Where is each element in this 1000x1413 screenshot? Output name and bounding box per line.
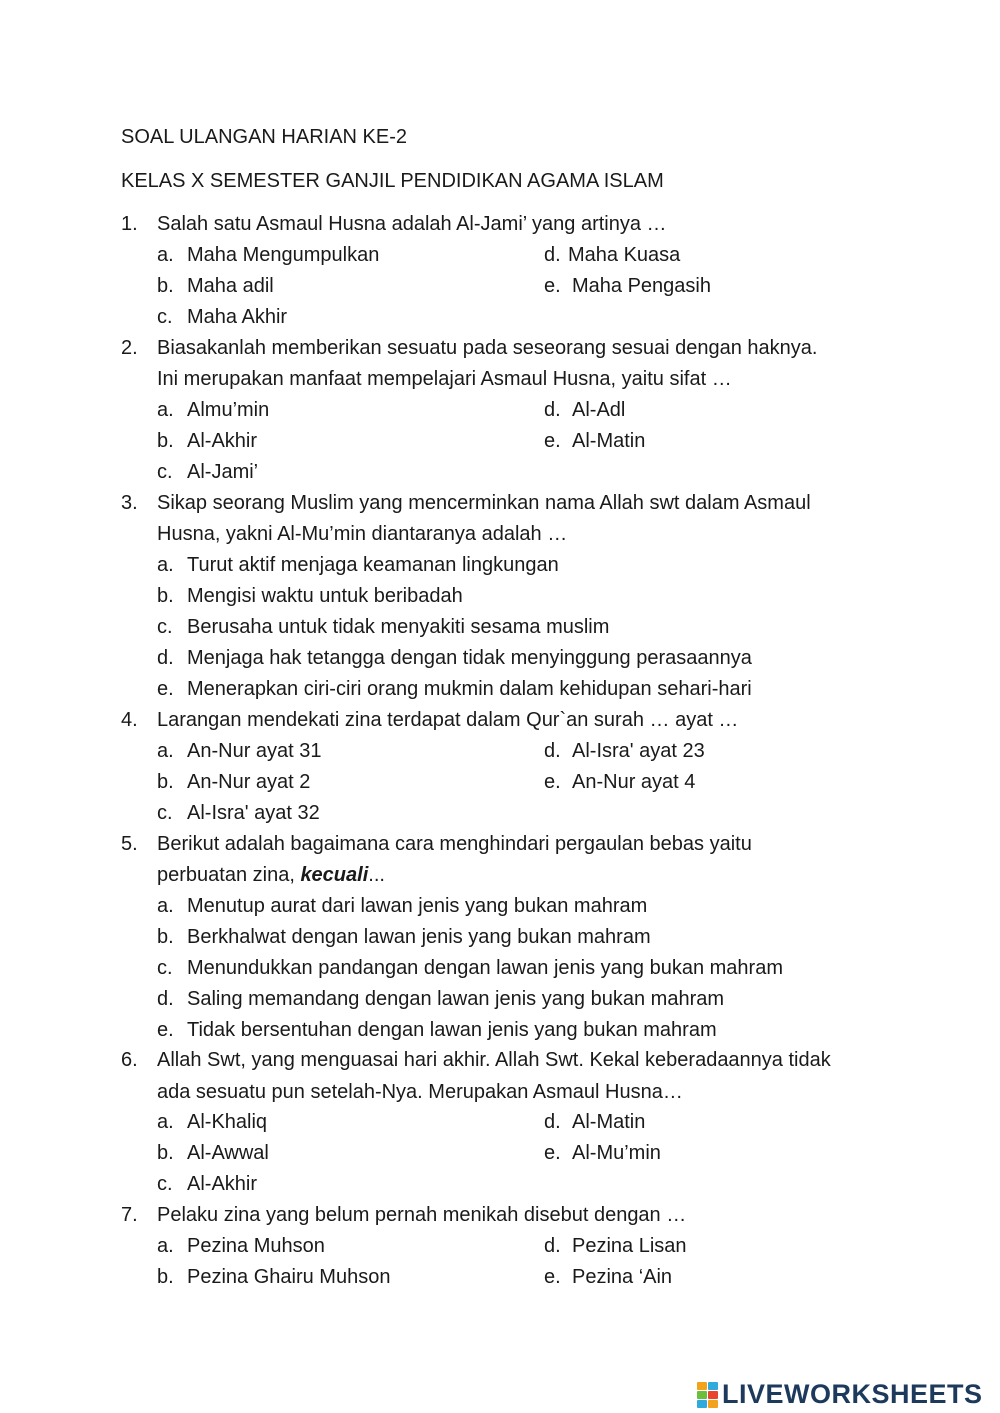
option-letter: d. [544, 740, 561, 762]
option-letter: c. [157, 616, 173, 638]
option-letter: d. [544, 1111, 561, 1133]
option-text: Al-Awwal [187, 1142, 269, 1164]
option-letter: d. [544, 1235, 561, 1257]
question-number: 1. [121, 213, 138, 235]
liveworksheets-logo-text: LIVEWORKSHEETS [722, 1379, 983, 1409]
option-text: An-Nur ayat 4 [572, 771, 696, 793]
option-text: Menerapkan ciri-ciri orang mukmin dalam kehidupan sehari-hari [187, 678, 752, 700]
option-letter: b. [157, 771, 174, 793]
option-letter: e. [157, 678, 174, 700]
option-letter: c. [157, 1173, 173, 1195]
question-text: Sikap seorang Muslim yang mencerminkan nama Allah swt dalam Asmaul [157, 492, 811, 514]
option-letter: c. [157, 461, 173, 483]
option-letter: a. [157, 244, 174, 266]
option-letter: b. [157, 275, 174, 297]
option-text: Saling memandang dengan lawan jenis yang bukan mahram [187, 988, 725, 1010]
option-letter: e. [544, 1266, 561, 1288]
option-letter: d. [544, 399, 561, 421]
option-letter: e. [544, 430, 561, 452]
option-text: Maha Pengasih [572, 275, 711, 297]
emphasis-word: kecuali [300, 864, 369, 886]
question-text: Biasakanlah memberikan sesuatu pada seseorang sesuai dengan haknya. [157, 337, 818, 359]
option-letter: e. [157, 1019, 174, 1041]
option-text: Maha Mengumpulkan [187, 244, 380, 266]
option-letter: b. [157, 926, 174, 948]
option-text: Pezina ‘Ain [572, 1266, 673, 1288]
option-text: Al-Matin [572, 1111, 646, 1133]
option-text: Maha Akhir [187, 306, 288, 328]
option-letter: a. [157, 554, 174, 576]
option-text: Al-Isra' ayat 23 [572, 740, 705, 762]
option-text: Berusaha untuk tidak menyakiti sesama muslim [187, 616, 610, 638]
question-number: 7. [121, 1204, 138, 1226]
option-text: Al-Adl [572, 399, 626, 421]
option-text: An-Nur ayat 31 [187, 740, 322, 762]
option-text: Al-Akhir [187, 1173, 258, 1195]
worksheet-subtitle: KELAS X SEMESTER GANJIL PENDIDIKAN AGAMA ISLAM [121, 170, 664, 192]
option-text: Al-Akhir [187, 430, 258, 452]
option-text: Al-Mu’min [572, 1142, 661, 1164]
question-text: Allah Swt, yang menguasai hari akhir. Allah Swt. Kekal keberadaannya tidak [157, 1049, 831, 1071]
option-text: Menjaga hak tetangga dengan tidak menyinggung perasaannya [187, 647, 752, 669]
question-text: Berikut adalah bagaimana cara menghindari pergaulan bebas yaitu [157, 833, 752, 855]
question-number: 5. [121, 833, 138, 855]
option-letter: c. [157, 802, 173, 824]
option-text: Maha Kuasa [568, 244, 681, 266]
option-text: Al-Matin [572, 430, 646, 452]
question-text: Larangan mendekati zina terdapat dalam Qur`an surah … ayat … [157, 709, 739, 731]
option-letter: d. [544, 244, 561, 266]
option-letter: a. [157, 895, 174, 917]
liveworksheets-logo-icon [697, 1381, 719, 1407]
option-text: Al-Jami’ [187, 461, 259, 483]
option-letter: e. [544, 771, 561, 793]
question-number: 3. [121, 492, 138, 514]
option-text: Menutup aurat dari lawan jenis yang bukan mahram [187, 895, 648, 917]
option-letter: d. [157, 647, 174, 669]
option-text: Mengisi waktu untuk beribadah [187, 585, 463, 607]
question-text-cont [157, 862, 385, 888]
option-letter: b. [157, 1266, 174, 1288]
option-letter: c. [157, 957, 173, 979]
question-text-pre: perbuatan zina, [157, 864, 301, 886]
option-text: Berkhalwat dengan lawan jenis yang bukan mahram [187, 926, 651, 948]
option-text: Turut aktif menjaga keamanan lingkungan [187, 554, 559, 576]
option-letter: d. [157, 988, 174, 1010]
question-text: Pelaku zina yang belum pernah menikah disebut dengan … [157, 1204, 687, 1226]
option-letter: a. [157, 1235, 174, 1257]
option-text: Menundukkan pandangan dengan lawan jenis yang bukan mahram [187, 957, 783, 979]
question-number: 2. [121, 337, 138, 359]
option-letter: b. [157, 1142, 174, 1164]
question-text-post: ... [368, 864, 385, 886]
option-text: Pezina Lisan [572, 1235, 687, 1257]
question-text: Salah satu Asmaul Husna adalah Al-Jami’ yang artinya … [157, 213, 667, 235]
liveworksheets-logo[interactable] [697, 1378, 983, 1410]
option-letter: a. [157, 740, 174, 762]
option-text: Pezina Muhson [187, 1235, 325, 1257]
option-text: Maha adil [187, 275, 274, 297]
question-text-cont: Ini merupakan manfaat mempelajari Asmaul Husna, yaitu sifat … [157, 368, 732, 390]
question-text-cont: ada sesuatu pun setelah-Nya. Merupakan Asmaul Husna… [157, 1081, 683, 1103]
question-number: 6. [121, 1049, 138, 1071]
option-letter: b. [157, 585, 174, 607]
option-letter: e. [544, 1142, 561, 1164]
option-letter: c. [157, 306, 173, 328]
worksheet-title: SOAL ULANGAN HARIAN KE-2 [121, 126, 408, 148]
option-letter: e. [544, 275, 561, 297]
option-letter: b. [157, 430, 174, 452]
question-text-cont: Husna, yakni Al-Mu’min diantaranya adalah … [157, 523, 568, 545]
option-text: Al-Khaliq [187, 1111, 268, 1133]
option-letter: a. [157, 1111, 174, 1133]
option-text: An-Nur ayat 2 [187, 771, 311, 793]
option-letter: a. [157, 399, 174, 421]
question-number: 4. [121, 709, 138, 731]
option-text: Almu’min [187, 399, 270, 421]
option-text: Pezina Ghairu Muhson [187, 1266, 391, 1288]
option-text: Al-Isra' ayat 32 [187, 802, 320, 824]
option-text: Tidak bersentuhan dengan lawan jenis yang bukan mahram [187, 1019, 717, 1041]
